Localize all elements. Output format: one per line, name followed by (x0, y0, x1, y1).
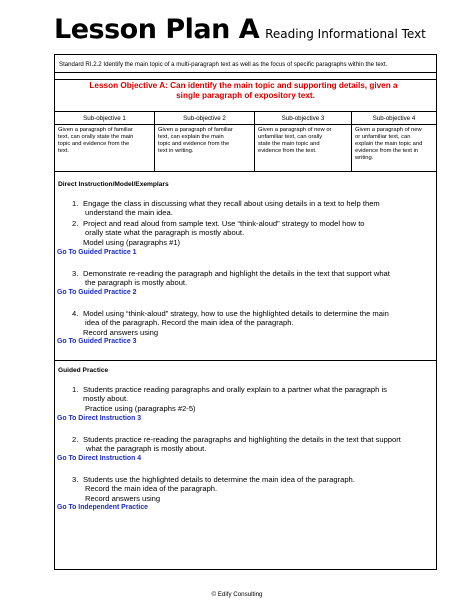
subobjective-text-line: state the main topic and (258, 140, 320, 147)
item-line: Demonstrate re-reading the paragraph and highlight the details in the text that support what (83, 269, 390, 278)
subobjective-text-line: text, can explain the main (158, 133, 224, 140)
subobjective-text-line: text, can orally state the main (58, 133, 134, 140)
subobjective-text-line: unfamiliar text, can orally (258, 133, 323, 140)
item-line: understand the main idea. (85, 208, 173, 218)
subobjective-text-line: evidence from the text in (355, 147, 419, 154)
direct-item-2 (72, 219, 365, 247)
lesson-plan-table (54, 54, 437, 570)
item-number: 3. (72, 269, 79, 278)
item-line: Students practice re-reading the paragraphs and highlighting the details in the text that support (83, 435, 401, 444)
page-subtitle: Reading Informational Text (265, 27, 426, 41)
subobjective-2 (155, 112, 255, 171)
item-line: orally state what the paragraph is mostly about. (85, 228, 245, 238)
direct-instruction-heading: Direct Instruction/Model/Exemplars (58, 181, 169, 188)
go-to-direct-instruction-4-link[interactable]: Go To Direct Instruction 4 (57, 455, 142, 462)
item-line: Students use the highlighted details to determine the main idea of the paragraph. (83, 475, 355, 484)
subobjective-text-line: Given a paragraph of familiar (158, 127, 233, 133)
item-line: what the paragraph is mostly about. (86, 444, 207, 454)
subobjective-text-line: Given a paragraph of new or (258, 127, 332, 133)
section-divider (55, 360, 436, 361)
objective-line-2: single paragraph of expository text. (176, 91, 315, 100)
go-to-independent-practice-link[interactable]: Go To Independent Practice (57, 504, 148, 511)
item-number: 1. (72, 199, 79, 208)
direct-item-4 (72, 309, 389, 337)
direct-item-3 (72, 269, 390, 288)
item-number: 2. (72, 435, 79, 444)
item-line: Model using “think-aloud” strategy, how to use the highlighted details to determine the main (83, 309, 389, 318)
item-line: Engage the class in discussing what they recall about using details in a text to help them (83, 199, 380, 208)
subobjective-heading: Sub-objective 3 (255, 112, 351, 125)
guided-item-1 (72, 385, 387, 413)
standard-row: Standard RI.2.2 Identify the main topic of a multi-paragraph text as well as the focus of specific paragraphs within the text. (55, 55, 436, 73)
item-number: 4. (72, 309, 79, 318)
item-line: Model using (paragraphs #1) (83, 237, 181, 247)
item-number: 3. (72, 475, 79, 484)
subobjective-text-line: Given a paragraph of new (355, 127, 422, 133)
subobjective-text-line: explain the main topic and (355, 140, 423, 147)
item-line: Record answers using (83, 327, 159, 337)
guided-item-3 (72, 475, 355, 503)
subobjective-heading: Sub-objective 2 (155, 112, 254, 125)
header (54, 14, 426, 54)
subobjective-heading: Sub-objective 4 (352, 112, 436, 125)
subobjective-text-line: topic and evidence from the (158, 140, 230, 147)
subobjective-text-line: text in writing. (158, 147, 194, 154)
guided-item-2 (72, 435, 401, 454)
item-line: the paragraph is mostly about. (85, 278, 188, 288)
subobjective-heading: Sub-objective 1 (55, 112, 154, 125)
subobjective-text-line: text. (58, 147, 69, 154)
subobjective-4 (352, 112, 436, 171)
item-line: Record answers using (85, 493, 161, 503)
guided-practice-heading: Guided Practice (58, 367, 109, 374)
subobjective-3 (255, 112, 352, 171)
item-line: Practice using (paragraphs #2-5) (85, 403, 196, 413)
go-to-direct-instruction-3-link[interactable]: Go To Direct Instruction 3 (57, 415, 142, 422)
subobjective-text-line: Given a paragraph of familiar (58, 127, 133, 133)
item-line: Students practice reading paragraphs and orally explain to a partner what the paragraph is (83, 385, 387, 394)
objective-row (55, 79, 436, 112)
item-line: idea of the paragraph. Record the main idea of the paragraph. (85, 318, 294, 328)
direct-item-1 (72, 199, 380, 218)
page-title: Lesson Plan A (54, 14, 260, 45)
subobjective-text-line: writing. (355, 154, 374, 161)
item-line: Project and read aloud from sample text. Use “think-aloud” strategy to model how to (83, 219, 365, 228)
footer-copyright: © Edify Consulting (211, 591, 263, 598)
go-to-guided-practice-1-link[interactable]: Go To Guided Practice 1 (57, 249, 137, 256)
subobjective-text-line: topic and evidence from the (58, 140, 130, 147)
subobjective-1 (55, 112, 155, 171)
objective-line-1: Lesson Objective A: Can identify the main topic and supporting details, given a (89, 81, 398, 90)
subobjective-text-line: evidence from the text. (258, 147, 317, 154)
subobjective-table (55, 112, 436, 172)
go-to-guided-practice-2-link[interactable]: Go To Guided Practice 2 (57, 289, 137, 296)
go-to-guided-practice-3-link[interactable]: Go To Guided Practice 3 (57, 338, 137, 345)
item-number: 2. (72, 219, 79, 228)
subobjective-text-line: or unfamiliar text, can (355, 133, 411, 140)
item-number: 1. (72, 385, 79, 394)
item-line: mostly about. (83, 394, 129, 404)
item-line: Record the main idea of the paragraph. (85, 484, 218, 494)
